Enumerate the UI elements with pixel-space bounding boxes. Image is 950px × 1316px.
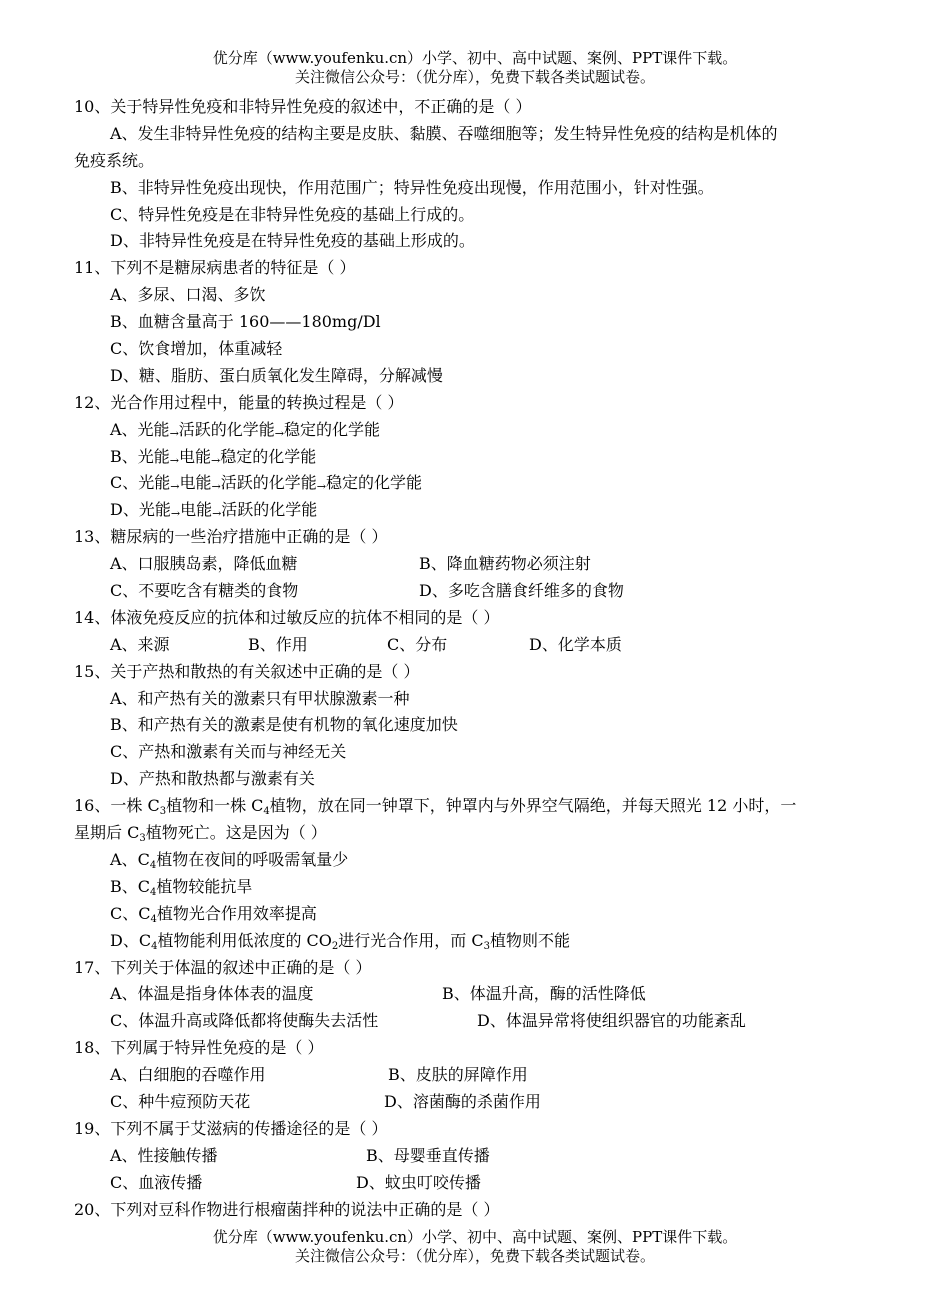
q12-b-part: 电能 <box>178 446 211 466</box>
c-symbol: C <box>137 876 151 896</box>
q12-c-part: 活跃的化学能 <box>220 473 317 493</box>
q16-stem-text: 16、一株 C <box>74 796 160 816</box>
q19-option-b: B、母婴垂直传播 <box>366 1145 490 1165</box>
q16-stem <box>74 793 880 820</box>
q17-option-d: D、体温异常将使组织器官的功能紊乱 <box>477 1011 746 1031</box>
subscript: 4 <box>263 806 270 818</box>
q12-a-part: A、光能 <box>110 419 170 439</box>
option-text: 植物在夜间的呼吸需氧量少 <box>156 849 349 869</box>
c-symbol: C <box>138 903 151 923</box>
q12-option-c <box>74 470 880 497</box>
subscript: 4 <box>149 859 157 871</box>
q11-option-b: B、血糖含量高于 160——180mg/Dl <box>110 312 381 332</box>
q12-option-a <box>74 417 880 444</box>
page-header <box>0 49 950 87</box>
footer-line-1: 优分库（www.youfenku.cn）小学、初中、高中试题、案例、PPT课件下载。 <box>212 1228 738 1246</box>
q10-option-a: A、发生非特异性免疫的结构主要是皮肤、黏膜、吞噬细胞等；发生特异性免疫的结构是机体的 <box>110 123 778 143</box>
arrow-icon: → <box>316 480 326 494</box>
q12-c-part: 电能 <box>179 473 212 493</box>
question-list <box>74 94 880 1223</box>
q20-stem: 20、下列对豆科作物进行根瘤菌拌种的说法中正确的是（ ） <box>74 1199 500 1219</box>
q16-stem-text: 植物死亡。这是因为（ ） <box>145 823 327 843</box>
q19-row-cd <box>74 1170 880 1197</box>
q14-row-abcd <box>74 632 880 659</box>
q12-d-part: 电能 <box>180 500 213 520</box>
arrow-icon: → <box>211 453 221 467</box>
q19-row-ab <box>74 1143 880 1170</box>
q16-option-b <box>74 874 880 901</box>
q12-option-d <box>74 497 880 524</box>
q19-option-d: D、蚊虫叮咬传播 <box>356 1172 481 1192</box>
header-line-1: 优分库（www.youfenku.cn）小学、初中、高中试题、案例、PPT课件下载。 <box>212 49 738 67</box>
arrow-icon: → <box>170 507 181 521</box>
q19-stem: 19、下列不属于艾滋病的传播途径的是（ ） <box>74 1118 388 1138</box>
subscript: 3 <box>139 833 146 845</box>
arrow-icon: → <box>211 480 221 494</box>
arrow-icon: → <box>169 453 179 467</box>
q10-stem: 10、关于特异性免疫和非特异性免疫的叙述中，不正确的是（ ） <box>74 97 532 116</box>
page-footer <box>0 1228 950 1266</box>
q12-a-part: 稳定的化学能 <box>284 419 381 439</box>
q13-row-ab <box>74 551 880 578</box>
c-symbol: C <box>138 930 152 950</box>
option-letter: D、 <box>110 930 139 950</box>
q16-stem-continued <box>74 820 880 847</box>
q16-stem-text: 植物和一株 C <box>166 796 264 816</box>
q17-row-ab <box>74 981 880 1008</box>
q18-option-d: D、溶菌酶的杀菌作用 <box>384 1091 541 1111</box>
q12-d-part: 活跃的化学能 <box>221 500 318 520</box>
q12-d-part: D、光能 <box>110 500 171 520</box>
q13-option-c: C、不要吃含有糖类的食物 <box>110 581 299 601</box>
subscript: 3 <box>159 806 167 818</box>
option-text: 植物光合作用效率提高 <box>156 903 317 923</box>
arrow-icon: → <box>212 507 222 521</box>
subscript: 4 <box>150 913 157 925</box>
arrow-icon: → <box>169 426 179 440</box>
q18-row-cd <box>74 1089 880 1116</box>
option-text: 植物较能抗旱 <box>156 876 253 896</box>
option-text: 植物则不能 <box>490 930 571 950</box>
option-letter: A、 <box>110 849 138 869</box>
q12-c-part: C、光能 <box>110 473 171 493</box>
q12-b-part: B、光能 <box>110 446 170 466</box>
q14-stem: 14、体液免疫反应的抗体和过敏反应的抗体不相同的是（ ） <box>74 607 500 627</box>
q14-option-c: C、分布 <box>387 634 448 654</box>
option-text: 进行光合作用，而 C <box>338 930 484 950</box>
header-line-2: 关注微信公众号：（优分库），免费下载各类试题试卷。 <box>294 68 655 86</box>
arrow-icon: → <box>274 426 285 440</box>
q12-a-part: 活跃的化学能 <box>178 419 275 439</box>
q16-option-a <box>74 847 880 874</box>
q11-option-d: D、糖、脂肪、蛋白质氧化发生障碍，分解减慢 <box>110 365 443 385</box>
q12-stem: 12、光合作用过程中，能量的转换过程是（ ） <box>74 392 404 412</box>
q13-row-cd <box>74 578 880 605</box>
q17-option-c: C、体温升高或降低都将使酶失去活性 <box>110 1011 379 1031</box>
q15-option-a: A、和产热有关的激素只有甲状腺激素一种 <box>110 688 410 708</box>
q15-option-d: D、产热和散热都与激素有关 <box>110 769 315 789</box>
q15-option-c: C、产热和激素有关而与神经无关 <box>110 742 347 762</box>
q18-option-c: C、种牛痘预防天花 <box>110 1091 251 1111</box>
subscript: 2 <box>331 940 339 952</box>
q15-stem: 15、关于产热和散热的有关叙述中正确的是（ ） <box>74 661 420 681</box>
arrow-icon: → <box>170 480 180 494</box>
q19-option-c: C、血液传播 <box>110 1172 203 1192</box>
q11-option-a: A、多尿、口渴、多饮 <box>110 285 266 305</box>
q16-stem-text: 星期后 C <box>74 823 140 843</box>
q13-option-b: B、降血糖药物必须注射 <box>419 554 591 574</box>
option-text: 植物能利用低浓度的 CO <box>157 930 332 950</box>
q16-option-c <box>74 901 880 928</box>
c-symbol: C <box>137 849 150 869</box>
option-letter: C、 <box>110 903 139 923</box>
q16-stem-text: 植物，放在同一钟罩下，钟罩内与外界空气隔绝，并每天照光 12 小时，一 <box>269 796 797 816</box>
q17-option-b: B、体温升高，酶的活性降低 <box>442 984 646 1004</box>
q19-option-a: A、性接触传播 <box>110 1145 218 1165</box>
q14-option-a: A、来源 <box>110 634 170 654</box>
subscript: 4 <box>151 940 158 952</box>
subscript: 4 <box>150 886 157 898</box>
q10-option-b: B、非特异性免疫出现快，作用范围广；特异性免疫出现慢，作用范围小，针对性强。 <box>110 177 714 197</box>
subscript: 3 <box>483 940 491 952</box>
q17-row-cd <box>74 1008 880 1035</box>
q13-option-d: D、多吃含膳食纤维多的食物 <box>419 581 624 601</box>
option-letter: B、 <box>110 876 138 896</box>
q18-option-b: B、皮肤的屏障作用 <box>388 1065 528 1085</box>
q12-b-part: 稳定的化学能 <box>220 446 317 466</box>
q10-option-d: D、非特异性免疫是在特异性免疫的基础上形成的。 <box>110 231 475 251</box>
q17-stem: 17、下列关于体温的叙述中正确的是（ ） <box>74 957 372 977</box>
q12-c-part: 稳定的化学能 <box>325 473 422 493</box>
q10-option-c: C、特异性免疫是在非特异性免疫的基础上行成的。 <box>110 204 475 224</box>
q18-stem: 18、下列属于特异性免疫的是（ ） <box>74 1038 324 1058</box>
q14-option-b: B、作用 <box>248 634 308 654</box>
q10-option-a-continued: 免疫系统。 <box>74 150 155 170</box>
q13-stem: 13、糖尿病的一些治疗措施中正确的是（ ） <box>74 527 388 547</box>
q18-option-a: A、白细胞的吞噬作用 <box>110 1065 266 1085</box>
q11-stem: 11、下列不是糖尿病患者的特征是（ ） <box>74 258 356 278</box>
q14-option-d: D、化学本质 <box>529 634 622 654</box>
q12-option-b <box>74 444 880 471</box>
q11-option-c: C、饮食增加，体重减轻 <box>110 339 283 359</box>
footer-line-2: 关注微信公众号：（优分库），免费下载各类试题试卷。 <box>294 1247 655 1265</box>
q15-option-b: B、和产热有关的激素是使有机物的氧化速度加快 <box>110 715 458 735</box>
q17-option-a: A、体温是指身体体表的温度 <box>110 984 314 1004</box>
q18-row-ab <box>74 1062 880 1089</box>
q13-option-a: A、口服胰岛素，降低血糖 <box>110 554 298 574</box>
q16-option-d <box>74 928 880 955</box>
